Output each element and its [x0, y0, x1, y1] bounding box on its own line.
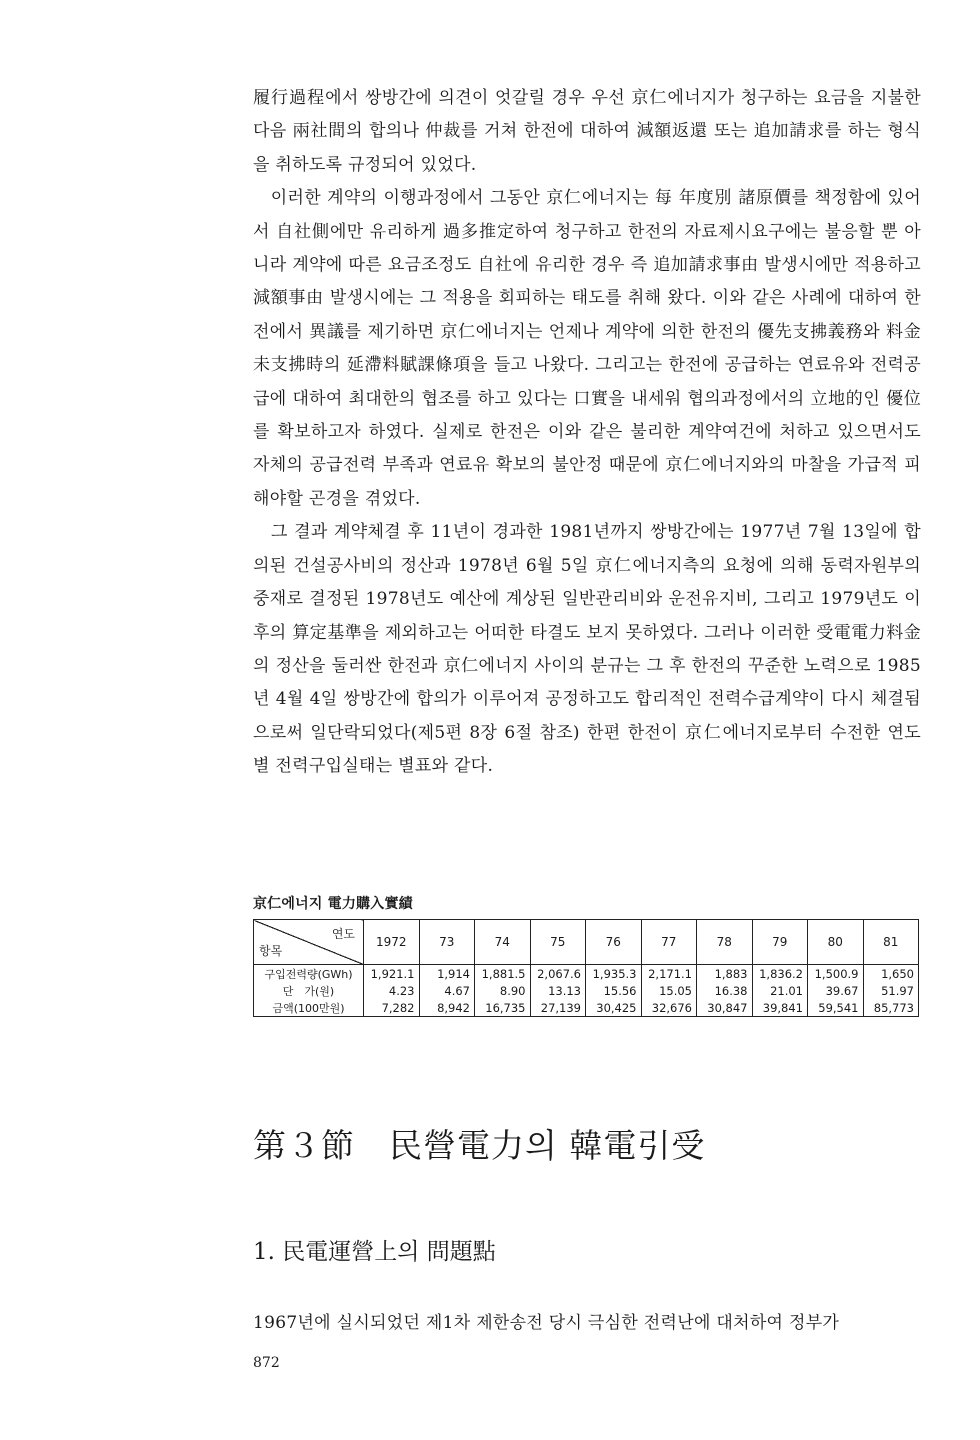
- table-cell: 1,500.9: [808, 965, 864, 983]
- header-item-label: 항목: [259, 944, 283, 958]
- paragraph-3: 그 결과 계약체결 후 11년이 경과한 1981년까지 쌍방간에는 1977년 7월 13일에 합의된 건설공사비의 정산과 1978년 6월 5일 京仁에너지측의 요청에 의해 동력자원부의 중재로 결정된 1978년도 예산에 계상된 일반관리비와 운전유지비, 그리고 1979년도 이후의 算定基準을 제외하고는 어떠한 타결도 보지 못하였다. 그러나 이러한 受電電力料金의 정산을 둘러싼 한전과 京仁에너지 사이의 분규는 그 후 한전의 꾸준한 노력으로 1985년 4월 4일 쌍방간에 합의가 이루어져 공정하고도 합리적인 전력수급계약이 다시 체결됨으로써 일단락되었다(제5편 8장 6절 참조) 한편 한전이 京仁에너지로부터 수전한 연도별 전력구입실태는 별표와 같다.: [253, 522, 921, 777]
- table-cell: 2,067.6: [530, 965, 586, 983]
- row-label: 구입전력량(GWh): [254, 965, 364, 983]
- power-purchase-table: [253, 919, 919, 1017]
- table-cell: 8,942: [419, 999, 475, 1017]
- year-header: 79: [752, 920, 808, 965]
- header-year-label: 연도: [331, 927, 355, 941]
- table-cell: 1,836.2: [752, 965, 808, 983]
- table-cell: 1,881.5: [475, 965, 531, 983]
- table-cell: 15.56: [586, 982, 642, 999]
- table-row: [254, 965, 919, 983]
- table-cell: 27,139: [530, 999, 586, 1017]
- table-cell: 13.13: [530, 982, 586, 999]
- paragraph-1: 履行過程에서 쌍방간에 의견이 엇갈릴 경우 우선 京仁에너지가 청구하는 요금을 지불한 다음 兩社間의 합의나 仲裁를 거쳐 한전에 대하여 減額返還 또는 追加請求를 하는 형식을 취하도록 규정되어 있었다.: [253, 88, 921, 175]
- table-cell: 32,676: [641, 999, 697, 1017]
- section-first-line: 1967년에 실시되었던 제1차 제한송전 당시 극심한 전력난에 대처하여 정부가: [253, 1313, 840, 1333]
- table-cell: 1,883: [697, 965, 753, 983]
- year-header: 1972: [364, 920, 420, 965]
- table-cell: 39,841: [752, 999, 808, 1017]
- table-cell: 21.01: [752, 982, 808, 999]
- year-header: 80: [808, 920, 864, 965]
- table-cell: 2,171.1: [641, 965, 697, 983]
- table-cell: 30,425: [586, 999, 642, 1017]
- section-title: 第３節 民營電力의 韓電引受: [253, 1126, 706, 1165]
- table-header-row: [254, 920, 919, 965]
- year-header: 74: [475, 920, 531, 965]
- row-label: 단 가(원): [254, 982, 364, 999]
- body-text: [253, 82, 921, 784]
- year-header: 77: [641, 920, 697, 965]
- year-header: 81: [863, 920, 919, 965]
- table-corner-header: [254, 920, 364, 965]
- table-cell: 16.38: [697, 982, 753, 999]
- table-cell: 39.67: [808, 982, 864, 999]
- table-cell: 16,735: [475, 999, 531, 1017]
- table-row: [254, 999, 919, 1017]
- year-header: 76: [586, 920, 642, 965]
- table-cell: 15.05: [641, 982, 697, 999]
- year-header: 73: [419, 920, 475, 965]
- table-cell: 1,650: [863, 965, 919, 983]
- table-cell: 4.23: [364, 982, 420, 999]
- table-cell: 7,282: [364, 999, 420, 1017]
- table-cell: 4.67: [419, 982, 475, 999]
- table-caption: 京仁에너지 電力購入實績: [253, 896, 413, 912]
- table-cell: 59,541: [808, 999, 864, 1017]
- table-cell: 1,935.3: [586, 965, 642, 983]
- year-header: 75: [530, 920, 586, 965]
- table-cell: 30,847: [697, 999, 753, 1017]
- table-cell: 51.97: [863, 982, 919, 999]
- table-cell: 85,773: [863, 999, 919, 1017]
- page-number: 872: [253, 1355, 280, 1371]
- year-header: 78: [697, 920, 753, 965]
- table-cell: 8.90: [475, 982, 531, 999]
- paragraph-2: 이러한 계약의 이행과정에서 그동안 京仁에너지는 每 年度別 諸原價를 책정함에 있어서 自社側에만 유리하게 過多推定하여 청구하고 한전의 자료제시요구에는 불응할 뿐 아니라 계약에 따른 요금조정도 自社에 유리한 경우 즉 追加請求事由 발생시에만 적용하고 減額事由 발생시에는 그 적용을 회피하는 태도를 취해 왔다. 이와 같은 사례에 대하여 한전에서 異議를 제기하면 京仁에너지는 언제나 계약에 의한 한전의 優先支拂義務와 料金未支拂時의 延滯料賦課條項을 들고 나왔다. 그리고는 한전에 공급하는 연료유와 전력공급에 대하여 최대한의 협조를 하고 있다는 口實을 내세워 협의과정에서의 立地的인 優位를 확보하고자 하였다. 실제로 한전은 이와 같은 불리한 계약여건에 처하고 있으면서도 자체의 공급전력 부족과 연료유 확보의 불안정 때문에 京仁에너지와의 마찰을 가급적 피해야할 곤경을 겪었다.: [253, 188, 921, 509]
- table-row: [254, 982, 919, 999]
- table-cell: 1,914: [419, 965, 475, 983]
- row-label: 금액(100만원): [254, 999, 364, 1017]
- table-cell: 1,921.1: [364, 965, 420, 983]
- subsection-title: 1. 民電運營上의 問題點: [253, 1239, 496, 1265]
